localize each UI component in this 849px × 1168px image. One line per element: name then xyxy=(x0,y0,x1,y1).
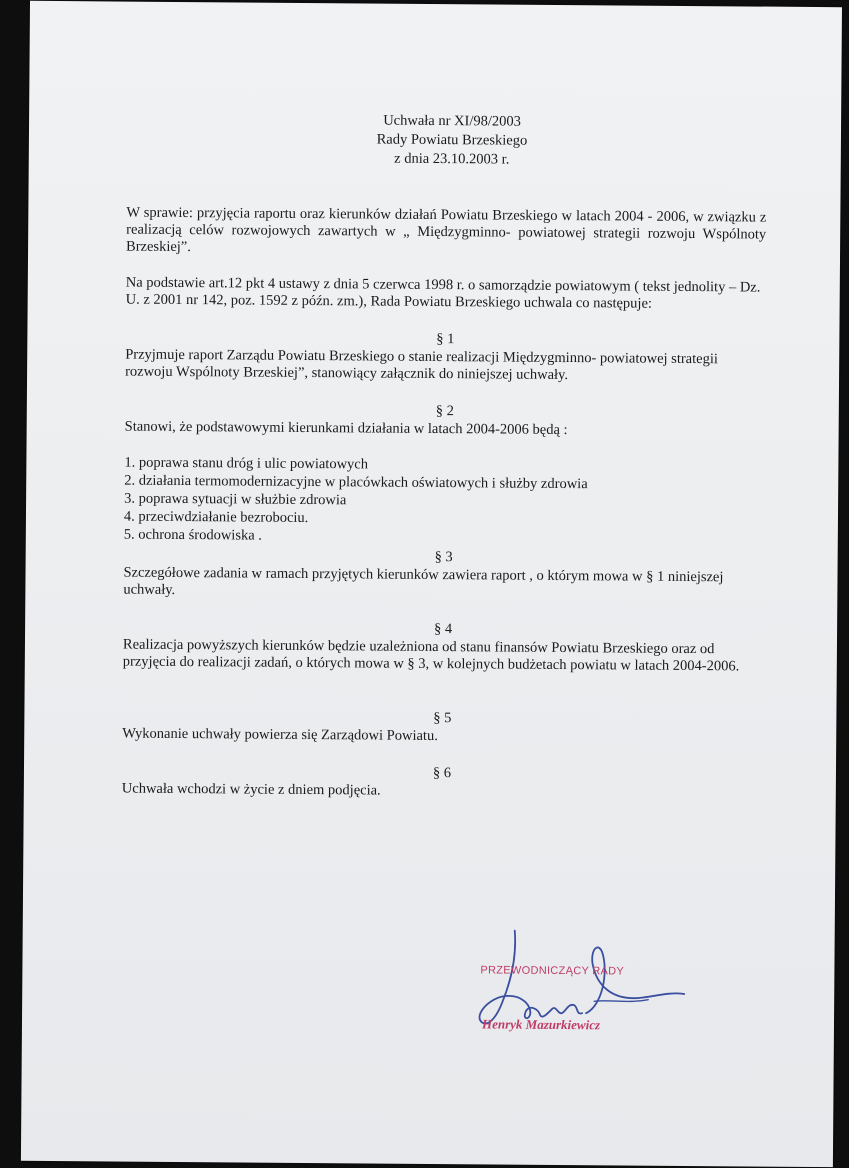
section-4 xyxy=(123,618,763,676)
council-name: Rady Powiatu Brzeskiego xyxy=(376,131,528,149)
section-text: Szczegółowe zadania w ramach przyjętych kierunków zawiera raport , o którym mowa w § 1 niniejszej uchwały. xyxy=(123,564,724,598)
resolution-subject: W sprawie: przyjęcia raportu oraz kierunków działań Powiatu Brzeskiego w latach 2004 - 2006, w związku z realizacją celów rozwojowych zawartych w „ Międzygminno- powiatowej strategii rozwoju Wspólnoty Brzeskiej”. xyxy=(126,204,767,256)
section-3 xyxy=(123,546,763,604)
directions-list xyxy=(124,454,765,549)
list-item: 5. ochrona środowiska . xyxy=(123,526,263,544)
resolution-date: z dnia 23.10.2003 r. xyxy=(394,150,510,168)
section-heading: § 4 xyxy=(433,621,453,638)
section-heading: § 6 xyxy=(432,764,452,782)
document-body xyxy=(122,110,767,803)
scan-edge-mark xyxy=(831,2,841,4)
section-5 xyxy=(122,707,762,748)
section-text: Wykonanie uchwały powierza się Zarządowi Powiatu. xyxy=(122,725,438,745)
stamp-title: PRZEWODNICZĄCY RADY xyxy=(480,964,625,978)
legal-basis: Na podstawie art.12 pkt 4 ustawy z dnia 5 czerwca 1998 r. o samorządzie powiatowym ( tekst jednolity – Dz. U. z 2001 nr 142, poz. 1592 z późn. zm.), Rada Powiatu Brzeskiego uchwala co następuje: xyxy=(125,274,761,312)
section-2 xyxy=(124,400,765,549)
list-item: 2. działania termomodernizacyjne w placówkach oświatowych i służby zdrowia xyxy=(124,472,588,493)
section-text: Uchwała wchodzi w życie z dniem podjęcia. xyxy=(121,780,381,799)
document-page xyxy=(21,1,842,1167)
section-heading: § 5 xyxy=(433,710,452,727)
list-item: 4. przeciwdziałanie bezrobociu. xyxy=(123,508,309,527)
list-item: 1. poprawa stanu dróg i ulic powiatowych xyxy=(124,454,369,473)
section-text: Stanowi, że podstawowymi kierunkami działania w latach 2004-2006 będą : xyxy=(124,418,568,439)
section-heading: § 2 xyxy=(435,403,454,420)
resolution-number: Uchwała nr XI/98/2003 xyxy=(383,112,522,130)
stamp-name: Henryk Mazurkiewicz xyxy=(481,1016,601,1033)
section-text: Przyjmuje raport Zarządu Powiatu Brzeskiego o stanie realizacji Międzygminno- powiatowej strategii rozwoju Wspólnoty Brzeskiej”, stanowiący załącznik do niniejszej uchwały. xyxy=(125,346,718,384)
section-text: Realizacja powyższych kierunków będzie uzależniona od stanu finansów Powiatu Brzeskiego oraz od przyjęcia do realizacji zadań, o których mowa w § 3, w kolejnych budżetach powiatu w latach 2004-2006. xyxy=(122,636,740,675)
section-1 xyxy=(125,328,765,386)
section-heading: § 3 xyxy=(434,549,453,566)
section-heading: § 1 xyxy=(436,331,455,348)
resolution-header xyxy=(137,110,767,172)
list-item: 3. poprawa sytuacji w służbie zdrowia xyxy=(124,490,347,509)
signature-block xyxy=(452,922,713,1044)
section-6 xyxy=(122,762,762,803)
